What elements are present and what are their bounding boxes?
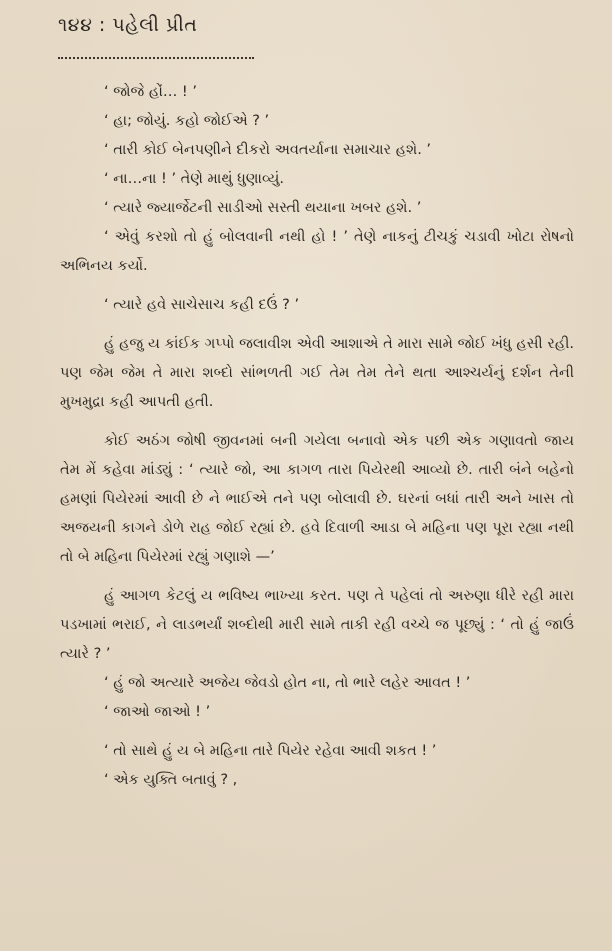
paragraph-4: ‘ ના…ના ! ’ તેણે માથું ધુણાવ્યું.: [104, 171, 285, 187]
paragraph-12: ‘ જાઓ જાઓ ! ’: [104, 704, 211, 720]
paragraph-2: ‘ હા; જોયું. કહો જોઈએ ? ’: [104, 113, 270, 129]
page-header: ૧૪૪ : પહેલી પ્રીત: [58, 14, 198, 36]
paragraph-1: ‘ જોજે હોં… ! ’: [104, 84, 197, 100]
paragraph-13: ‘ તો સાથે હું ય બે મહિના તારે પિયેર રહેવા આવી શકત ! ’: [104, 743, 437, 759]
paragraph-9: કોઈ અઠંગ જોષી જીવનમાં બની ગયેલા બનાવો એક પછી એક ગણાવતો જાય તેમ મેં કહેવા માંડ્યું : ‘ ત્યારે જો, આ કાગળ તારા પિયેરથી આવ્યો છે. તારી બંને બહેનો હમણાં પિયેરમાં આવી છે ને ભાઈએ તને પણ બોલાવી છે. ઘરનાં બધાં તારી અને ખાસ તો અજયની કાગને ડોળે રાહ જોઈ રહ્યાં છે. હવે દિવાળી આડા બે મહિના પણ પૂરા રહ્યા નથી તો બે મહિના પિયેરમાં રહ્યું ગણાશે —’: [60, 433, 574, 565]
paragraph-6: ‘ એવું કરશો તો હું બોલવાની નથી હો ! ’ તેણે નાકનું ટીચકું ચડાવી ખોટા રોષનો અભિનય કર્યો.: [60, 229, 574, 274]
header-dotted-rule: [58, 57, 254, 59]
paragraph-5: ‘ ત્યારે જ્યાર્જેટની સાડીઓ સસ્તી થયાના ખબર હશે. ’: [104, 200, 422, 216]
paragraph-3: ‘ તારી કોઈ બેનપણીને દીકરો અવતર્યાના સમાચાર હશે. ’: [104, 142, 432, 158]
paragraph-7: ‘ ત્યારે હવે સાચેસાચ કહી દઉં ? ’: [104, 297, 300, 313]
paragraph-14: ‘ એક યુક્તિ બતાવું ? ,: [104, 772, 238, 788]
page-body: [60, 78, 574, 795]
paragraph-11: ‘ હું જો અત્યારે અજેય જેવડો હોત ના, તો ભારે લહેર આવત ! ’: [104, 675, 471, 691]
paragraph-10: હું આગળ કેટલું ય ભવિષ્ય ભાખ્યા કરત. પણ તે પહેલાં તો અરુણા ધીરે રહી મારા પડખામાં ભરાઈ, ને લાડભર્યાં શબ્દોથી મારી સામે તાકી રહી વચ્ચે જ પૂછ્યું : ‘ તો હું જાઉં ત્યારે ? ’: [60, 588, 574, 662]
paragraph-8: હું હજુ ય કાંઈક ગપ્પો જલાવીશ એવી આશાએ તે મારા સામે જોઈ ખંધુ હસી રહી. પણ જેમ જેમ તે મારા શબ્દો સાંભળતી ગઈ તેમ તેમ તેને થતા આશ્ચર્યનું દર્શન તેની મુખમુદ્રા કહી આપતી હતી.: [60, 336, 574, 410]
